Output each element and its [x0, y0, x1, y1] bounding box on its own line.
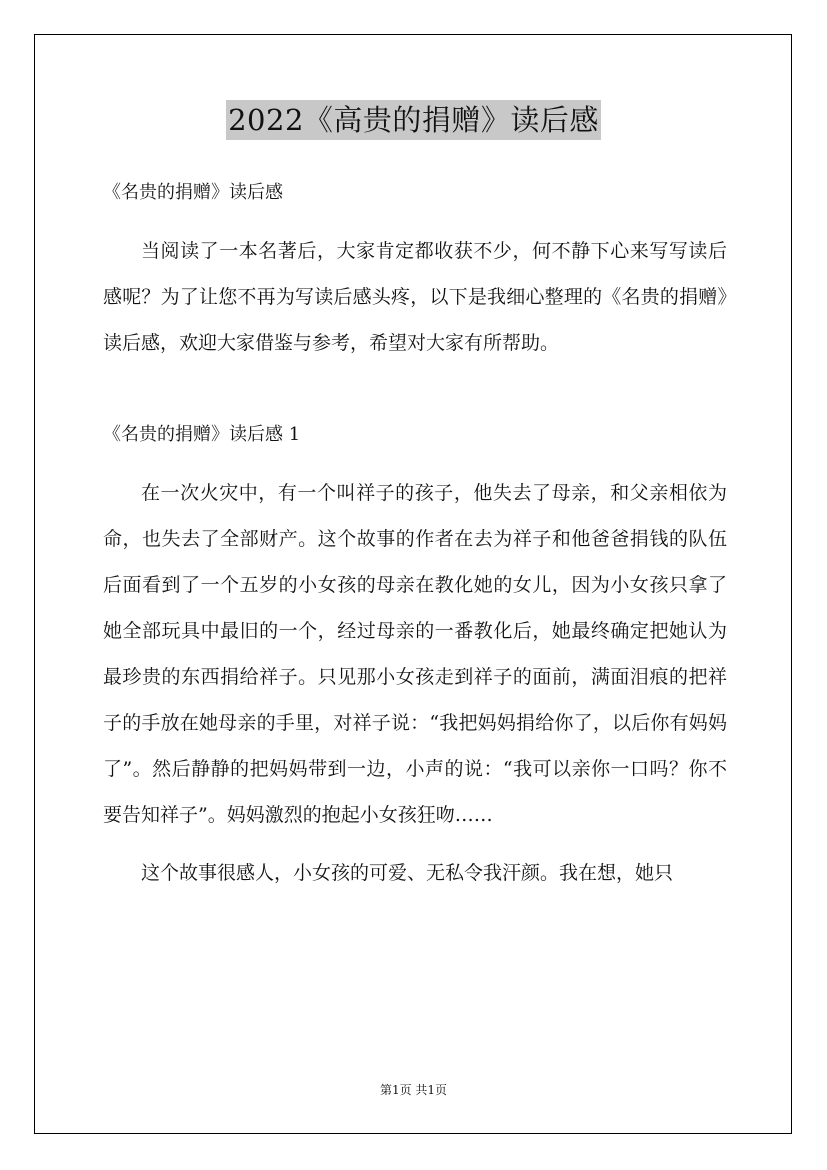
spacer	[103, 838, 727, 850]
document-body	[103, 170, 727, 896]
document-title: 2022《高贵的捐赠》读后感	[226, 100, 601, 140]
paragraph-gap	[103, 366, 727, 412]
intro-paragraph: 当阅读了一本名著后，大家肯定都收获不少，何不静下心来写写读后感呢？为了让您不再为写读后感头疼，以下是我细心整理的《名贵的捐赠》读后感，欢迎大家借鉴与参考，希望对大家有所帮助。	[103, 240, 727, 354]
section-1-paragraph-2: 这个故事很感人，小女孩的可爱、无私令我汗颜。我在想，她只	[141, 862, 674, 884]
spacer	[103, 216, 727, 228]
main-heading: 《名贵的捐赠》读后感	[103, 182, 283, 203]
section-1-heading: 《名贵的捐赠》读后感 1	[103, 424, 301, 445]
spacer	[103, 458, 727, 470]
section-1-paragraph-1: 在一次火灾中，有一个叫祥子的孩子，他失去了母亲，和父亲相依为命，也失去了全部财产。这个故事的作者在去为祥子和他爸爸捐钱的队伍后面看到了一个五岁的小女孩的母亲在教化她的女儿，因为小女孩只拿了她全部玩具中最旧的一个，经过母亲的一番教化后，她最终确定把她认为最珍贵的东西捐给祥子。只见那小女孩走到祥子的面前，满面泪痕的把祥子的手放在她母亲的手里，对祥子说：“我把妈妈捐给你了，以后你有妈妈了”。然后静静的把妈妈带到一边，小声的说：“我可以亲你一口吗？你不要告知祥子”。妈妈激烈的抱起小女孩狂吻……	[103, 482, 727, 826]
title-container	[0, 100, 827, 140]
page-footer: 第1页 共1页	[379, 1083, 448, 1097]
